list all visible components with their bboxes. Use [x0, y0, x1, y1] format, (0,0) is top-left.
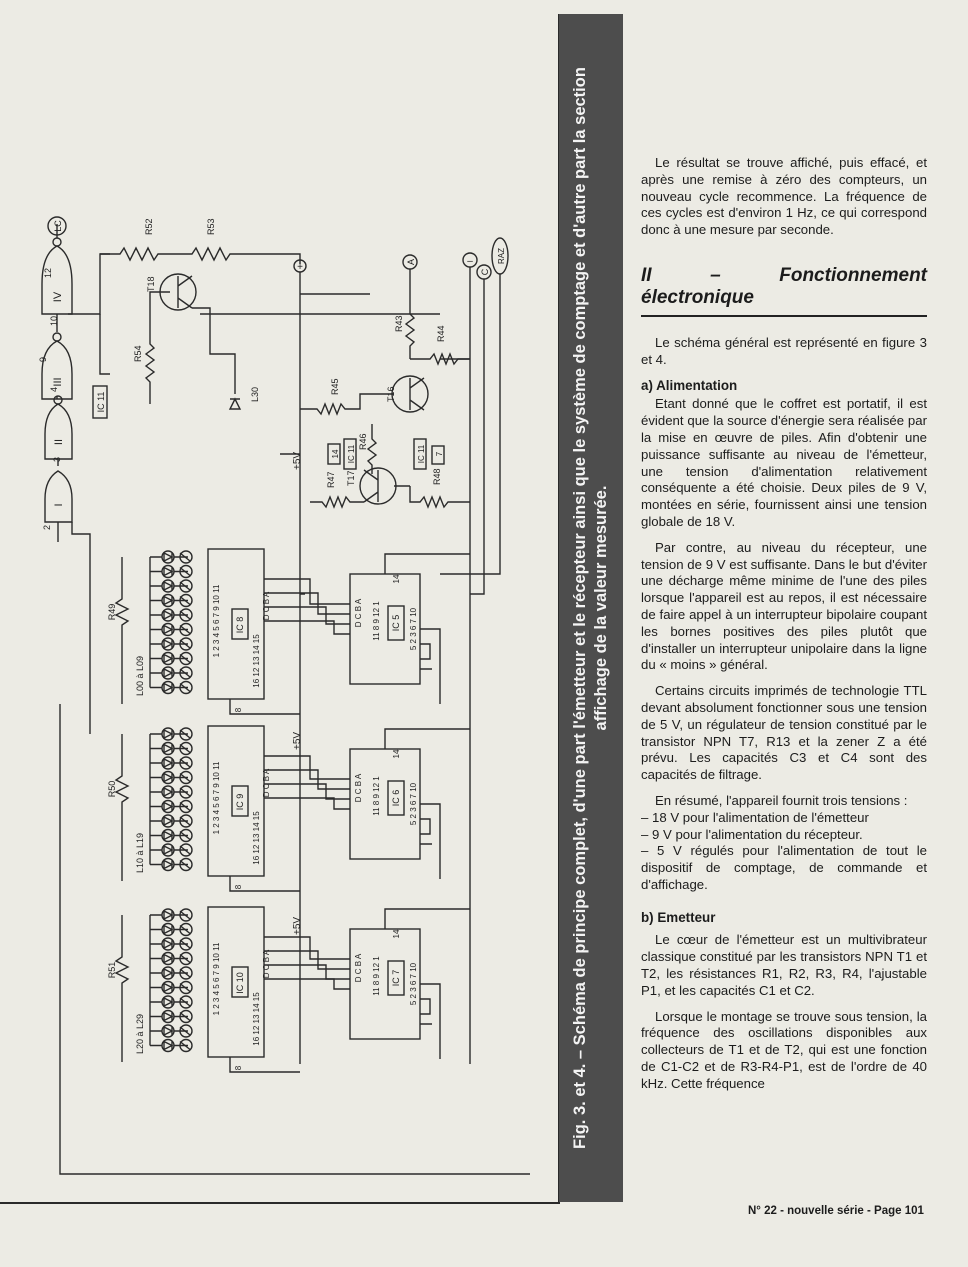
led [162, 996, 174, 1008]
svg-text:8: 8 [234, 707, 243, 713]
svg-text:T18: T18 [146, 276, 156, 292]
svg-text:R46: R46 [358, 433, 368, 450]
led [162, 653, 174, 665]
figure-caption-band [559, 14, 623, 1202]
svg-text:D C B A: D C B A [354, 598, 363, 628]
led [162, 938, 174, 950]
svg-text:A: A [406, 258, 416, 266]
svg-text:R50: R50 [107, 780, 117, 798]
led-l30 [230, 399, 240, 409]
svg-text:14: 14 [392, 574, 401, 584]
svg-text:R49: R49 [107, 603, 117, 621]
svg-text:D C B A: D C B A [262, 949, 271, 979]
led [162, 757, 174, 769]
svg-text:IC 7: IC 7 [391, 969, 401, 987]
svg-text:L10 à L19: L10 à L19 [135, 832, 145, 874]
svg-text:+: + [297, 262, 303, 273]
svg-text:L00 à L09: L00 à L09 [135, 655, 145, 697]
led [162, 609, 174, 621]
section-heading: II – Fonctionnement électronique [641, 265, 927, 317]
svg-text:5 2 3 6 7 10: 5 2 3 6 7 10 [409, 607, 418, 651]
svg-text:14: 14 [392, 929, 401, 939]
transistor-t18 [160, 274, 196, 310]
svg-text:8: 8 [234, 1065, 243, 1071]
alimentation-paragraph-1: Etant donné que le coffret est portatif, il est évident que la source d'énergie sera réalisée par la mise en œuvre de piles. Afin d'obtenir une puissance suffisante au niveau de l'émetteur, une tension d'alimentation relativement conséquente a été choisie. Deux piles de 9 V, montées en série, fournissent ainsi une tension globale de 18 V. [641, 396, 927, 529]
svg-text:R43: R43 [394, 315, 404, 332]
svg-text:14: 14 [331, 449, 340, 459]
svg-text:R53: R53 [206, 218, 216, 235]
svg-text:16 12 13 14 15: 16 12 13 14 15 [252, 811, 261, 865]
led [162, 624, 174, 636]
svg-text:5 2 3 6 7 10: 5 2 3 6 7 10 [409, 962, 418, 1006]
display-blocks [107, 549, 470, 1072]
svg-text:IV: IV [52, 291, 64, 303]
svg-text:R47: R47 [326, 471, 336, 488]
caption-line-1: Fig. 3. et 4. – Schéma de principe complet, d'une part l'émetteur et le récepteur ainsi que le système de comptage et d'autre part la section [571, 67, 589, 1149]
emetteur-paragraph-2: Lorsque le montage se trouve sous tension, la fréquence des oscillations disponibles aux collecteurs de T1 et de T2, qui est une fonction de C1-C2 et de R3-R4-P1, est de l'ordre de 40 kHz. Cette fréquence [641, 1008, 927, 1091]
led [162, 1011, 174, 1023]
subheading-emetteur: b) Emetteur [641, 909, 716, 925]
svg-text:7: 7 [435, 451, 444, 457]
led [162, 982, 174, 994]
svg-text:D C B A: D C B A [262, 768, 271, 798]
led [162, 551, 174, 563]
gate-i [45, 471, 72, 522]
svg-text:II: II [53, 438, 65, 446]
led [162, 967, 174, 979]
svg-text:R51: R51 [107, 961, 117, 979]
svg-text:D C B A: D C B A [354, 953, 363, 983]
svg-text:IC 11: IC 11 [417, 444, 426, 464]
led [162, 638, 174, 650]
svg-text:D C B A: D C B A [262, 591, 271, 621]
led [162, 566, 174, 578]
led [162, 580, 174, 592]
page-footer: N° 22 - nouvelle série - Page 101 [748, 1205, 924, 1217]
svg-text:R44: R44 [436, 325, 446, 342]
svg-text:T17: T17 [346, 470, 356, 486]
svg-text:4: 4 [49, 386, 59, 392]
led [162, 728, 174, 740]
transistor-t16 [376, 376, 428, 412]
svg-text:2: 2 [42, 524, 52, 530]
list-item: – 18 V pour l'alimentation de l'émetteur [641, 809, 869, 825]
svg-text:LC: LC [53, 220, 63, 232]
led [162, 953, 174, 965]
svg-text:+5V: +5V [292, 451, 303, 470]
led [162, 844, 174, 856]
svg-text:RAZ: RAZ [497, 248, 506, 264]
svg-text:L20 à L29: L20 à L29 [135, 1013, 145, 1055]
svg-text:16 12 13 14 15: 16 12 13 14 15 [252, 634, 261, 688]
alimentation-paragraph-2: Par contre, au niveau du récepteur, une tension de 9 V est suffisante. Dans le but d'éviter une décharge même minime de l'une des piles lorsque l'appareil est au repos, il est nécessaire de faire appel à un interrupteur bipolaire coupant les bornes positives des piles plutôt que d'installer un interrupteur unipolaire dans la ligne du « moins » général. [641, 539, 927, 673]
svg-text:IC 11: IC 11 [96, 391, 106, 413]
svg-text:–: – [467, 256, 473, 267]
led [162, 815, 174, 827]
svg-text:11 8 9 12 1: 11 8 9 12 1 [372, 776, 381, 816]
list-item: – 5 V régulés pour l'alimentation de tout le dispositif de comptage, de commande et d'affichage. [641, 843, 927, 892]
transistor-t17 [360, 468, 410, 504]
schematic-diagram [0, 14, 558, 1202]
led [162, 924, 174, 936]
led [162, 772, 174, 784]
subheading-alimentation: a) Alimentation [641, 377, 738, 393]
svg-text:+5V: +5V [292, 731, 303, 750]
led [162, 682, 174, 694]
svg-text:III: III [52, 377, 64, 387]
svg-text:C: C [480, 268, 490, 276]
svg-text:R48: R48 [432, 468, 442, 485]
led [162, 909, 174, 921]
svg-text:10: 10 [49, 315, 59, 326]
svg-text:L30: L30 [250, 386, 260, 402]
svg-text:R45: R45 [330, 378, 340, 395]
emetteur-paragraph-1: Le cœur de l'émetteur est un multivibrateur classique constitué par les transistors NPN T1 et T2, les résistances R1, R2, R3, R4, l'ajustable P1, et les capacités C1 et C2. [641, 932, 927, 998]
caption-line-2: affichage de la valeur mesurée. [592, 485, 610, 731]
led [162, 801, 174, 813]
svg-text:IC 6: IC 6 [391, 789, 401, 807]
led [162, 830, 174, 842]
svg-text:1 2 3 4 5 6 7 9 10 11: 1 2 3 4 5 6 7 9 10 11 [212, 584, 221, 658]
led [162, 859, 174, 871]
section-intro: Le schéma général est représenté en figure 3 et 4. [641, 334, 927, 367]
svg-text:11 8 9 12 1: 11 8 9 12 1 [372, 601, 381, 641]
alimentation-paragraph-3: Certains circuits imprimés de technologie TTL devant absolument fonctionner sous une tension de 5 V, un régulateur de tension constitué par le transistor NPN T7, R13 et la zener Z a été prévu. Les capacités C3 et C4 sont des capacités de filtrage. [641, 683, 927, 783]
led [162, 743, 174, 755]
schematic-figure [0, 14, 560, 1204]
list-item: – 9 V pour l'alimentation du récepteur. [641, 826, 863, 842]
svg-text:14: 14 [392, 749, 401, 759]
figure-caption [570, 38, 612, 1178]
alimentation-paragraph-4: En résumé, l'appareil fournit trois tensions : [655, 792, 908, 808]
svg-text:T16: T16 [386, 386, 396, 402]
led [162, 595, 174, 607]
svg-text:9: 9 [38, 356, 48, 362]
display-block [107, 726, 470, 891]
display-block [107, 549, 470, 714]
svg-text:16 12 13 14 15: 16 12 13 14 15 [252, 992, 261, 1046]
article-column [641, 155, 927, 1093]
svg-text:IC 10: IC 10 [235, 972, 245, 994]
svg-text:1 2 3 4 5 6 7 9 10 11: 1 2 3 4 5 6 7 9 10 11 [212, 942, 221, 1016]
led [162, 786, 174, 798]
gate-ii [45, 396, 72, 459]
svg-text:IC 8: IC 8 [235, 616, 245, 634]
display-block [107, 907, 470, 1072]
led [162, 667, 174, 679]
svg-text:8: 8 [234, 884, 243, 890]
svg-text:R52: R52 [144, 218, 154, 235]
svg-text:IC 5: IC 5 [391, 614, 401, 632]
svg-text:R54: R54 [133, 345, 143, 362]
svg-text:IC 11: IC 11 [347, 444, 356, 464]
svg-text:IC 9: IC 9 [235, 793, 245, 811]
svg-text:5 2 3 6 7 10: 5 2 3 6 7 10 [409, 782, 418, 826]
svg-text:12: 12 [43, 267, 53, 278]
led [162, 1040, 174, 1052]
svg-text:+5V: +5V [292, 916, 303, 935]
svg-text:3: 3 [52, 456, 62, 462]
intro-paragraph: Le résultat se trouve affiché, puis effacé, et après une remise à zéro des compteurs, un nouveau cycle recommence. La fréquence de ces cycles est d'environ 1 Hz, ce qui correspond donc à une mesure par seconde. [641, 155, 927, 238]
svg-text:1 2 3 4 5 6 7 9 10 11: 1 2 3 4 5 6 7 9 10 11 [212, 761, 221, 835]
svg-text:I: I [53, 503, 65, 507]
led [162, 1025, 174, 1037]
svg-text:D C B A: D C B A [354, 773, 363, 803]
svg-text:11 8 9 12 1: 11 8 9 12 1 [372, 956, 381, 996]
